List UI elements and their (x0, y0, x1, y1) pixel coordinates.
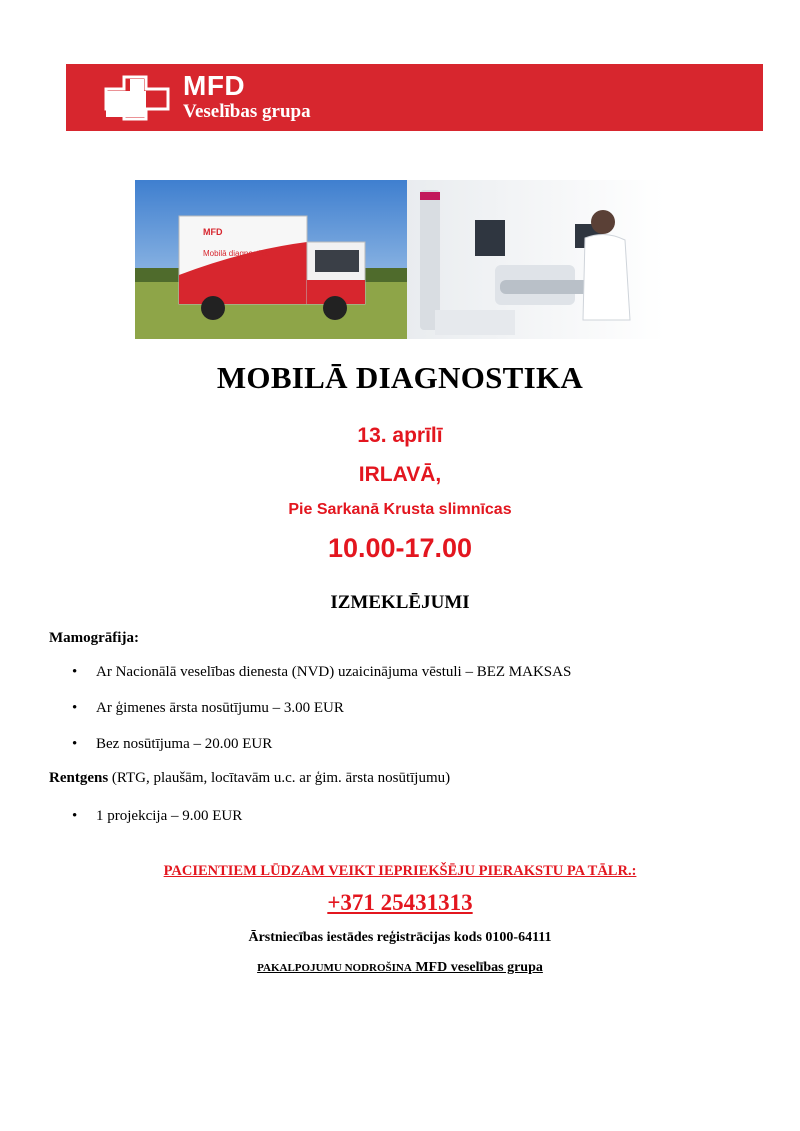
event-address: Pie Sarkanā Krusta slimnīcas (288, 501, 512, 518)
brand-subtitle: Veselības grupa (183, 101, 311, 122)
header-banner (66, 64, 763, 131)
service-provider: PAKALPOJUMU NODROŠINA MFD veselības grupa (257, 960, 543, 975)
brand-block (183, 71, 311, 123)
mammography-item: • Bez nosūtījuma – 20.00 EUR (72, 736, 273, 752)
bullet-icon: • (72, 664, 78, 680)
event-time: 10.00-17.00 (327, 533, 473, 563)
mfd-cross-logo-icon (104, 75, 170, 121)
registration-code: Ārstniecības iestādes reģistrācijas kods 0100-64111 (248, 930, 552, 945)
page-title: MOBILĀ DIAGNOSTIKA (216, 360, 584, 395)
truck-slogan-text: Mobilā diagnostika (203, 249, 270, 258)
bullet-icon: • (72, 700, 78, 716)
event-date: 13. aprīlī (357, 424, 443, 447)
xray-label: Rentgens (RTG, plaušām, locītavām u.c. ar ģim. ārsta nosūtījumu) (49, 770, 451, 786)
brand-name: MFD (183, 70, 246, 101)
xray-item: • 1 projekcija – 9.00 EUR (72, 808, 243, 824)
phone-link[interactable]: +371 25431313 (327, 890, 473, 915)
xray-note: (RTG, plaušām, locītavām u.c. ar ģim. ārsta nosūtījumu) (108, 770, 451, 786)
appointment-notice: PACIENTIEM LŪDZAM VEIKT IEPRIEKŠĒJU PIERAKSTU PA TĀLR.: (163, 863, 637, 879)
bullet-icon: • (72, 808, 78, 824)
event-place: IRLAVĀ, (358, 463, 442, 486)
truck-brand-text: MFD (203, 227, 223, 237)
mammography-item: • Ar Nacionālā veselības dienesta (NVD) uzaicinājuma vēstuli – BEZ MAKSAS (72, 664, 572, 680)
section-title: IZMEKLĒJUMI (330, 592, 470, 613)
mammography-label: Mamogrāfija: (49, 630, 139, 646)
hero-photo (135, 180, 665, 339)
bullet-icon: • (72, 736, 78, 752)
mammography-item: • Ar ģimenes ārsta nosūtījumu – 3.00 EUR (72, 700, 344, 716)
